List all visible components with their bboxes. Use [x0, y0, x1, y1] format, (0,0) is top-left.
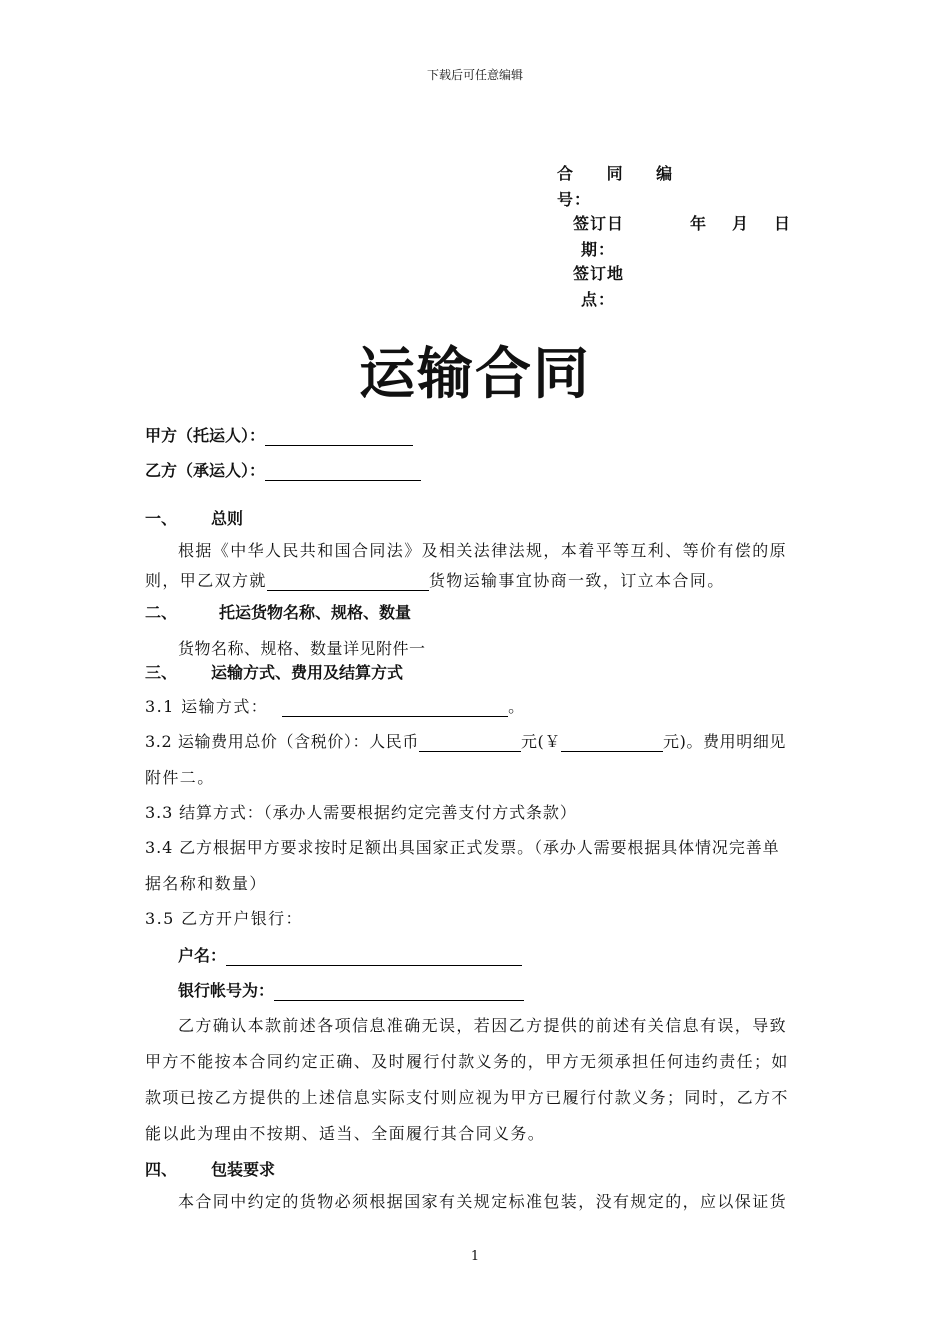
section-3-heading — [145, 660, 403, 683]
section-1-heading — [145, 506, 243, 529]
account-name-blank[interactable] — [226, 947, 522, 966]
goods-blank[interactable] — [267, 572, 429, 591]
clause-3-2-line1 — [145, 729, 786, 752]
party-a-line — [145, 423, 413, 446]
account-name-line — [178, 943, 522, 966]
sign-place-label-cont: 点： — [581, 290, 616, 309]
section-2-title: 托运货物名称、规格、数量 — [219, 603, 412, 622]
party-b-line — [145, 458, 421, 481]
clause-3-1 — [145, 694, 526, 717]
clause-3-3: 3.3 结算方式：（承办人需要根据约定完善支付方式条款） — [145, 803, 577, 822]
account-no-line — [178, 978, 524, 1001]
confirmation-para-line1: 乙方确认本款前述各项信息准确无误，若因乙方提供的前述有关信息有误，导致 — [178, 1016, 788, 1035]
section-2-heading — [145, 600, 411, 623]
confirmation-para-line2: 甲方不能按本合同约定正确、及时履行付款义务的，甲方无须承担任何违约责任；如 — [145, 1052, 789, 1071]
clause-3-2-line2: 附件二。 — [145, 768, 215, 787]
clause-3-1-label: 3.1 运输方式： — [145, 697, 269, 716]
header-note: 下载后可任意编辑 — [426, 68, 523, 82]
confirmation-para-line3: 款项已按乙方提供的上述信息实际支付则应视为甲方已履行付款义务；同时，乙方不 — [145, 1088, 789, 1107]
sign-date-month: 月 — [732, 214, 750, 233]
section-1-para-line2 — [145, 568, 725, 591]
party-a-blank[interactable] — [265, 427, 413, 446]
document-title: 运输合同 — [359, 341, 591, 407]
party-b-label: 乙方（承运人）： — [145, 461, 266, 480]
section-3-title: 运输方式、费用及结算方式 — [211, 663, 404, 682]
section-1-number: 一、 — [145, 509, 178, 528]
sign-date-label: 签订日 — [573, 214, 625, 233]
clause-3-1-end: 。 — [508, 697, 526, 716]
sign-place-label: 签订地 — [573, 264, 625, 283]
page-number: 1 — [470, 1249, 480, 1264]
section-1-title: 总则 — [211, 509, 244, 528]
contract-no-label: 合 同 编 — [557, 164, 687, 183]
clause-3-2-tail: 元)。费用明细见 — [662, 732, 787, 751]
clause-3-4-line2: 据名称和数量） — [145, 874, 267, 893]
yuan-amount-blank[interactable] — [561, 733, 663, 752]
account-name-label: 户名： — [178, 946, 227, 965]
section-4-number: 四、 — [145, 1160, 178, 1179]
confirmation-para-line4: 能以此为理由不按期、适当、全面履行其合同义务。 — [145, 1124, 546, 1143]
s1-text-b: 货物运输事宜协商一致，订立本合同。 — [428, 571, 725, 590]
sign-date-label-cont: 期： — [581, 240, 616, 259]
account-no-blank[interactable] — [274, 982, 524, 1001]
clause-3-4-line1: 3.4 乙方根据甲方要求按时足额出具国家正式发票。（承办人需要根据具体情况完善单 — [145, 838, 780, 857]
sign-date-day: 日 — [774, 214, 792, 233]
section-4-para-line1: 本合同中约定的货物必须根据国家有关规定标准包装，没有规定的，应以保证货 — [178, 1192, 788, 1211]
section-1-para-line1: 根据《中华人民共和国合同法》及相关法律法规，本着平等互利、等价有偿的原 — [178, 541, 788, 560]
account-no-label: 银行帐号为： — [178, 981, 275, 1000]
section-2-number: 二、 — [145, 603, 178, 622]
section-3-number: 三、 — [145, 663, 178, 682]
rmb-amount-blank[interactable] — [419, 733, 521, 752]
clause-3-2-yuan: 元(￥ — [520, 732, 561, 751]
party-a-label: 甲方（托运人）： — [145, 426, 266, 445]
transport-method-blank[interactable] — [282, 698, 508, 717]
section-4-title: 包装要求 — [211, 1160, 276, 1179]
contract-no-label-cont: 号： — [557, 190, 592, 209]
section-4-heading — [145, 1157, 275, 1180]
s1-text-a: 则，甲乙双方就 — [145, 571, 267, 590]
section-2-para: 货物名称、规格、数量详见附件一 — [178, 639, 426, 658]
clause-3-5: 3.5 乙方开户银行： — [145, 909, 303, 928]
clause-3-2-label: 3.2 运输费用总价（含税价）：人民币 — [145, 732, 419, 751]
party-b-blank[interactable] — [265, 462, 421, 481]
sign-date-year: 年 — [690, 214, 708, 233]
